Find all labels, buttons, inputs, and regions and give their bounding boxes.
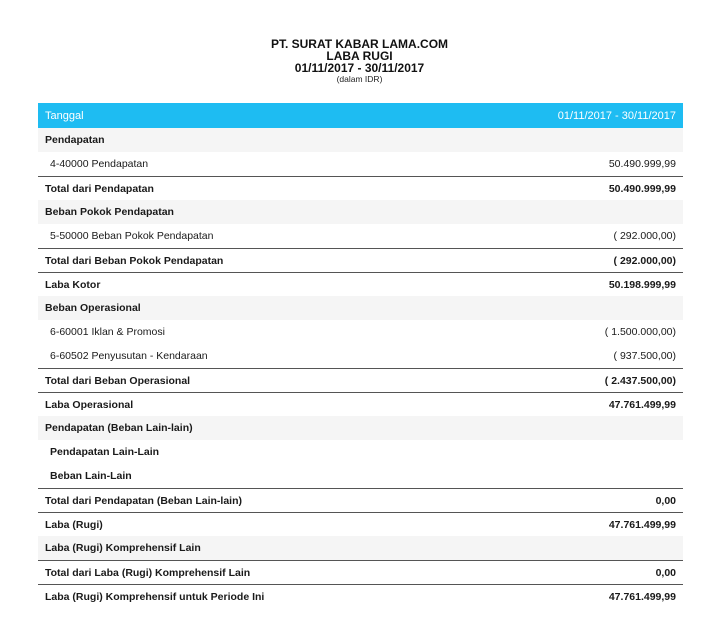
total-row-oci	[38, 560, 683, 584]
row-label: Total dari Beban Operasional	[45, 374, 191, 387]
row-value: 50.198.999,99	[608, 278, 676, 291]
row-label: Total dari Pendapatan (Beban Lain-lain)	[45, 494, 242, 507]
report-period: 01/11/2017 - 30/11/2017	[294, 61, 425, 75]
net-profit-row	[38, 512, 683, 536]
row-value: 50.490.999,99	[608, 182, 676, 195]
row-value: 47.761.499,99	[608, 518, 676, 531]
currency-note: (dalam IDR)	[336, 74, 383, 84]
total-row-revenue	[38, 176, 683, 200]
total-row-opex	[38, 368, 683, 392]
row-label: 4-40000 Pendapatan	[50, 158, 149, 170]
account-row-cogs	[38, 224, 683, 248]
row-value: ( 292.000,00)	[613, 230, 676, 242]
row-label: Total dari Laba (Rugi) Komprehensif Lain	[45, 566, 251, 579]
row-label: Beban Pokok Pendapatan	[45, 206, 174, 218]
row-label: Beban Operasional	[45, 302, 141, 314]
row-value: ( 292.000,00)	[613, 254, 676, 267]
row-label: Pendapatan (Beban Lain-lain)	[45, 422, 193, 434]
row-value: ( 937.500,00)	[613, 350, 676, 362]
total-row-cogs	[38, 248, 683, 272]
operating-profit-row	[38, 392, 683, 416]
row-label: 6-60001 Iklan & Promosi	[50, 326, 165, 338]
profit-loss-table	[38, 103, 683, 608]
section-row-revenue	[38, 128, 683, 152]
row-label: Total dari Beban Pokok Pendapatan	[45, 254, 224, 267]
row-value: ( 1.500.000,00)	[604, 326, 676, 338]
row-label: Total dari Pendapatan	[45, 182, 154, 195]
row-label: Pendapatan Lain-Lain	[50, 446, 160, 458]
section-row-opex	[38, 296, 683, 320]
gross-profit-row	[38, 272, 683, 296]
row-value: 50.490.999,99	[608, 158, 676, 170]
comprehensive-income-row	[38, 584, 683, 608]
column-header-date: Tanggal	[45, 109, 84, 122]
report-title: LABA RUGI	[326, 49, 393, 63]
row-label: Beban Lain-Lain	[50, 470, 132, 482]
row-label: Pendapatan	[45, 134, 105, 146]
row-label: Laba (Rugi) Komprehensif Lain	[45, 542, 201, 554]
account-row-advertising	[38, 320, 683, 344]
account-row-revenue	[38, 152, 683, 176]
row-label: 6-60502 Penyusutan - Kendaraan	[50, 350, 208, 362]
section-row-cogs	[38, 200, 683, 224]
subsection-row-other-expense	[38, 464, 683, 488]
section-row-oci	[38, 536, 683, 560]
account-row-depreciation	[38, 344, 683, 368]
row-value: 47.761.499,99	[608, 590, 676, 603]
row-label: Laba Operasional	[45, 398, 134, 411]
row-label: 5-50000 Beban Pokok Pendapatan	[50, 230, 214, 242]
row-value: 0,00	[655, 566, 676, 579]
row-value: ( 2.437.500,00)	[604, 374, 676, 387]
row-value: 0,00	[655, 494, 676, 507]
row-label: Laba Kotor	[45, 278, 101, 291]
company-name: PT. SURAT KABAR LAMA.COM	[270, 37, 449, 51]
section-row-other	[38, 416, 683, 440]
subsection-row-other-income	[38, 440, 683, 464]
total-row-other	[38, 488, 683, 512]
row-label: Laba (Rugi)	[45, 518, 103, 531]
row-value: 47.761.499,99	[608, 398, 676, 411]
table-header	[38, 103, 683, 128]
report-header	[0, 38, 719, 85]
column-header-period: 01/11/2017 - 30/11/2017	[557, 109, 676, 122]
row-label: Laba (Rugi) Komprehensif untuk Periode Ini	[45, 590, 265, 603]
